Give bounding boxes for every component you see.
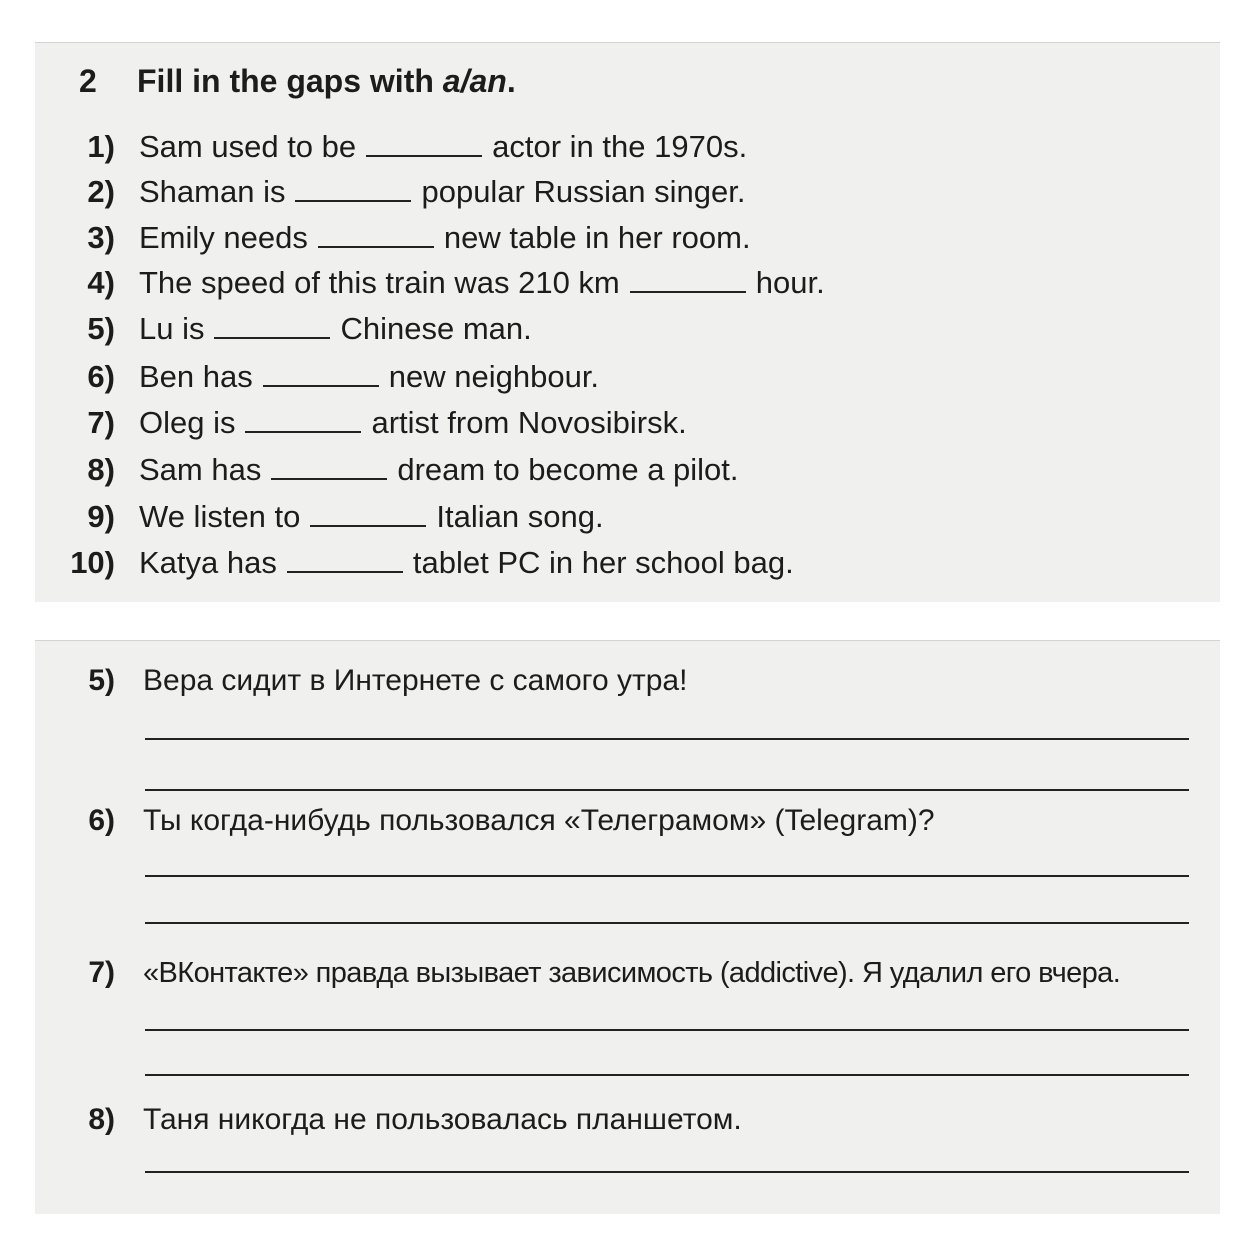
answer-gap[interactable] xyxy=(295,178,411,202)
sentence-text: «ВКонтакте» правда вызывает зависимость (addictive). Я удалил его вчера. xyxy=(143,957,1121,989)
answer-gap[interactable] xyxy=(318,224,434,248)
exercise-item xyxy=(35,405,687,441)
item-text-before: Oleg is xyxy=(139,405,236,440)
item-number: 8) xyxy=(88,1103,115,1136)
sentence-text: Ты когда-нибудь пользовался «Телеграмом» (Telegram)? xyxy=(143,804,935,837)
exercise-item xyxy=(35,265,825,301)
item-text-after: artist from Novosibirsk. xyxy=(371,405,687,440)
answer-line[interactable] xyxy=(145,922,1189,924)
item-text-before: Katya has xyxy=(139,545,277,580)
item-number: 7) xyxy=(87,405,115,440)
sentence-text: Вера сидит в Интернете с самого утра! xyxy=(143,664,688,697)
answer-line[interactable] xyxy=(145,1074,1189,1076)
exercise-item xyxy=(35,129,747,165)
item-text-before: Lu is xyxy=(139,311,205,346)
item-number: 6) xyxy=(87,359,115,394)
exercise-heading xyxy=(79,63,516,100)
exercise-item xyxy=(35,545,794,581)
answer-gap[interactable] xyxy=(310,503,426,527)
item-number: 2) xyxy=(87,174,115,209)
item-text-after: tablet PC in her school bag. xyxy=(412,545,794,580)
sentence-text: Таня никогда не пользовалась планшетом. xyxy=(143,1103,742,1136)
translation-item xyxy=(35,1102,742,1138)
item-text-after: new table in her room. xyxy=(443,220,751,255)
item-text-after: Italian song. xyxy=(436,499,604,534)
translation-exercise xyxy=(35,640,1220,1214)
exercise-item xyxy=(35,174,745,210)
answer-gap[interactable] xyxy=(630,269,746,293)
answer-gap[interactable] xyxy=(245,409,361,433)
item-number: 5) xyxy=(88,664,115,697)
translation-item xyxy=(35,955,1120,991)
exercise-title-suffix: . xyxy=(506,63,516,99)
item-text-before: We listen to xyxy=(139,499,301,534)
answer-line[interactable] xyxy=(145,789,1189,791)
item-number: 3) xyxy=(87,220,115,255)
exercise-item xyxy=(35,499,604,535)
item-text-before: The speed of this train was 210 km xyxy=(139,265,620,300)
answer-gap[interactable] xyxy=(366,133,482,157)
item-number: 9) xyxy=(87,499,115,534)
item-text-before: Ben has xyxy=(139,359,253,394)
item-text-after: hour. xyxy=(755,265,825,300)
answer-gap[interactable] xyxy=(263,363,379,387)
item-number: 8) xyxy=(87,452,115,487)
answer-gap[interactable] xyxy=(214,315,330,339)
translation-item xyxy=(35,663,687,699)
item-number: 4) xyxy=(87,265,115,300)
answer-gap[interactable] xyxy=(287,549,403,573)
item-text-after: new neighbour. xyxy=(388,359,600,394)
item-number: 6) xyxy=(88,804,115,837)
exercise-item xyxy=(35,311,532,347)
answer-line[interactable] xyxy=(145,1171,1189,1173)
item-text-after: Chinese man. xyxy=(340,311,532,346)
answer-gap[interactable] xyxy=(271,456,387,480)
exercise-title-italic: a/an xyxy=(442,63,507,99)
item-text-before: Emily needs xyxy=(139,220,308,255)
item-text-before: Shaman is xyxy=(139,174,286,209)
item-number: 7) xyxy=(88,956,115,989)
exercise-item xyxy=(35,359,599,395)
item-text-after: popular Russian singer. xyxy=(421,174,746,209)
answer-line[interactable] xyxy=(145,875,1189,877)
exercise-item xyxy=(35,220,751,256)
exercise-number: 2 xyxy=(79,63,97,99)
item-text-after: dream to become a pilot. xyxy=(397,452,739,487)
item-text-before: Sam has xyxy=(139,452,262,487)
fill-gaps-exercise xyxy=(35,42,1220,602)
answer-line[interactable] xyxy=(145,738,1189,740)
exercise-item xyxy=(35,452,739,488)
item-text-before: Sam used to be xyxy=(139,129,357,164)
answer-line[interactable] xyxy=(145,1029,1189,1031)
item-number: 1) xyxy=(87,129,115,164)
item-text-after: actor in the 1970s. xyxy=(492,129,748,164)
translation-item xyxy=(35,803,935,839)
item-number: 5) xyxy=(87,311,115,346)
exercise-title-prefix: Fill in the gaps with xyxy=(137,63,443,99)
item-number: 10) xyxy=(70,545,115,580)
